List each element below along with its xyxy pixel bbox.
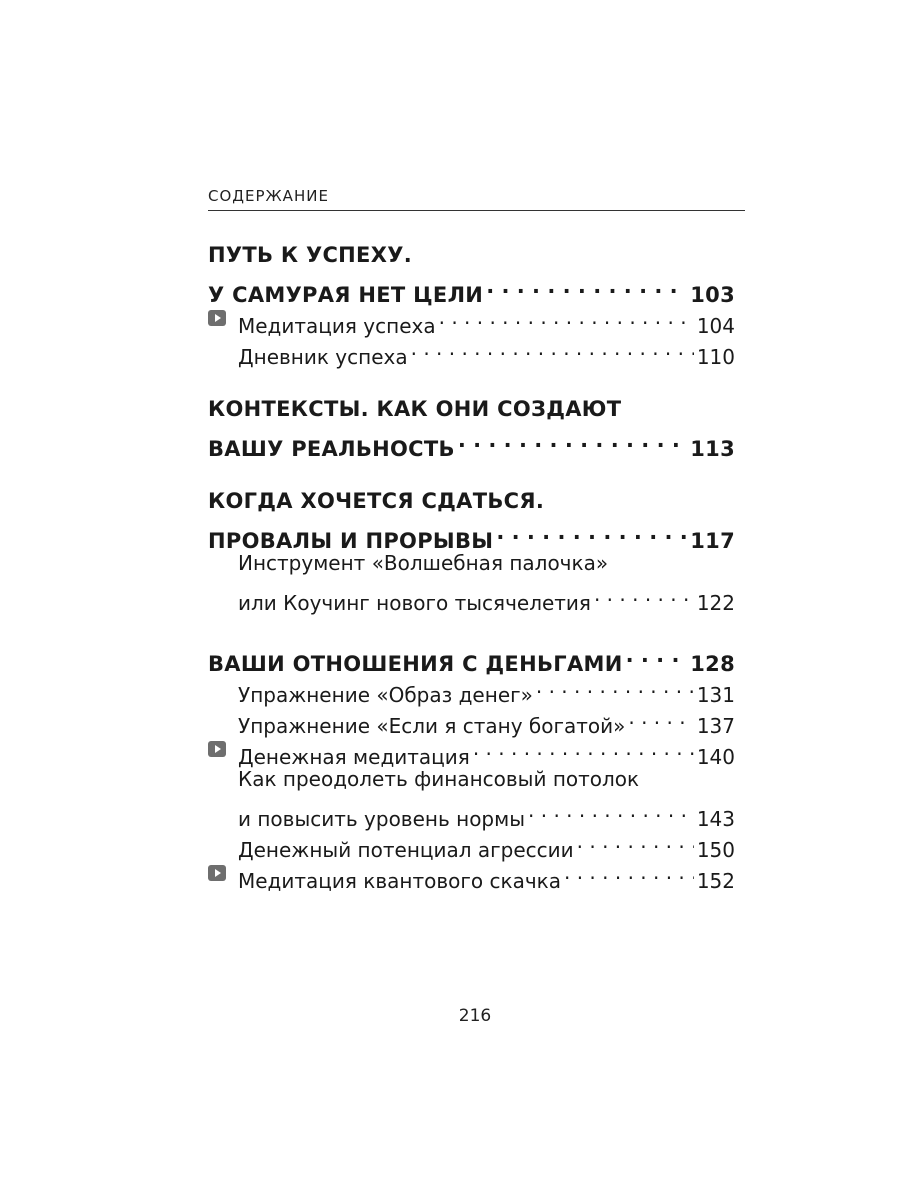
entry-line — [208, 795, 735, 831]
section-page-number: 117 — [690, 529, 735, 553]
entry-text: Упражнение «Если я стану богатой» — [238, 714, 626, 738]
page-number: 216 — [458, 1006, 492, 1026]
toc-entry[interactable] — [208, 733, 735, 769]
section-title-text: У САМУРАЯ НЕТ ЦЕЛИ — [208, 283, 484, 307]
section-title-text: ПРОВАЛЫ И ПРОРЫВЫ — [208, 529, 494, 553]
toc-section — [208, 394, 735, 461]
entry-page-number: 143 — [696, 807, 735, 831]
section-page-number: 113 — [690, 437, 735, 461]
section-title-line — [208, 271, 735, 307]
toc-section — [208, 240, 735, 369]
entry-text: Как преодолеть финансовый потолок — [238, 767, 640, 791]
dot-leader — [496, 517, 687, 548]
play-icon — [208, 310, 226, 326]
section-page-number: 128 — [690, 652, 735, 676]
section-title[interactable] — [208, 240, 735, 307]
section-title-line — [208, 425, 735, 461]
dot-leader — [577, 826, 694, 857]
section-title-text: ВАШИ ОТНОШЕНИЯ С ДЕНЬГАМИ — [208, 652, 623, 676]
entry-text: Дневник успеха — [238, 345, 408, 369]
entry-text: Денежный потенциал агрессии — [238, 838, 574, 862]
dot-leader — [564, 857, 694, 888]
toc-entry[interactable] — [208, 548, 735, 615]
entry-text: или Коучинг нового тысячелетия — [238, 591, 591, 615]
section-title[interactable] — [208, 640, 735, 676]
entry-text: Денежная медитация — [238, 745, 470, 769]
entry-text: Упражнение «Образ денег» — [238, 683, 533, 707]
section-title-line — [208, 394, 735, 425]
dot-leader — [628, 702, 693, 733]
section-title-text: ПУТЬ К УСПЕХУ. — [208, 243, 412, 267]
toc-entry[interactable] — [208, 302, 735, 338]
entry-page-number: 140 — [696, 745, 735, 769]
toc-entry[interactable] — [208, 826, 735, 862]
section-title-line — [208, 240, 735, 271]
entry-text: Медитация успеха — [238, 314, 436, 338]
dot-leader — [528, 795, 694, 826]
dot-leader — [439, 302, 694, 333]
dot-leader — [411, 333, 694, 364]
entry-line — [208, 333, 735, 369]
section-page-number: 103 — [690, 283, 735, 307]
toc-entry[interactable] — [208, 671, 735, 707]
entry-page-number: 137 — [696, 714, 735, 738]
entry-page-number: 104 — [696, 314, 735, 338]
toc-entry[interactable] — [208, 764, 735, 831]
dot-leader — [458, 425, 687, 456]
section-title-line — [208, 640, 735, 676]
entry-line — [208, 671, 735, 707]
entry-text: Инструмент «Волшебная палочка» — [238, 551, 609, 575]
entry-line — [208, 857, 735, 893]
entry-page-number: 150 — [696, 838, 735, 862]
entry-line — [208, 764, 735, 795]
entry-line — [208, 702, 735, 738]
entry-line — [208, 579, 735, 615]
toc-section — [208, 486, 735, 615]
entry-line — [208, 548, 735, 579]
entry-page-number: 131 — [696, 683, 735, 707]
toc-entry[interactable] — [208, 857, 735, 893]
dot-leader — [473, 733, 694, 764]
play-icon — [208, 741, 226, 757]
toc-section — [208, 640, 735, 893]
dot-leader — [626, 640, 688, 671]
section-title-text: КОГДА ХОЧЕТСЯ СДАТЬСЯ. — [208, 489, 545, 513]
section-title-text: ВАШУ РЕАЛЬНОСТЬ — [208, 437, 455, 461]
entry-text: Медитация квантового скачка — [238, 869, 561, 893]
table-of-contents — [208, 240, 735, 918]
entry-page-number: 152 — [696, 869, 735, 893]
entry-text: и повысить уровень нормы — [238, 807, 526, 831]
entry-line — [208, 733, 735, 769]
entry-page-number: 122 — [696, 591, 735, 615]
toc-entry[interactable] — [208, 333, 735, 369]
toc-entry[interactable] — [208, 702, 735, 738]
running-header: СОДЕРЖАНИЕ — [208, 187, 329, 205]
dot-leader — [536, 671, 694, 702]
section-title[interactable] — [208, 394, 735, 461]
section-title-text: КОНТЕКСТЫ. КАК ОНИ СОЗДАЮТ — [208, 397, 622, 421]
entry-line — [208, 826, 735, 862]
dot-leader — [486, 271, 687, 302]
section-title[interactable] — [208, 486, 735, 553]
entry-page-number: 110 — [696, 345, 735, 369]
section-title-line — [208, 517, 735, 553]
dot-leader — [594, 579, 694, 610]
entry-line — [208, 302, 735, 338]
header-rule — [208, 210, 745, 211]
play-icon — [208, 865, 226, 881]
section-title-line — [208, 486, 735, 517]
